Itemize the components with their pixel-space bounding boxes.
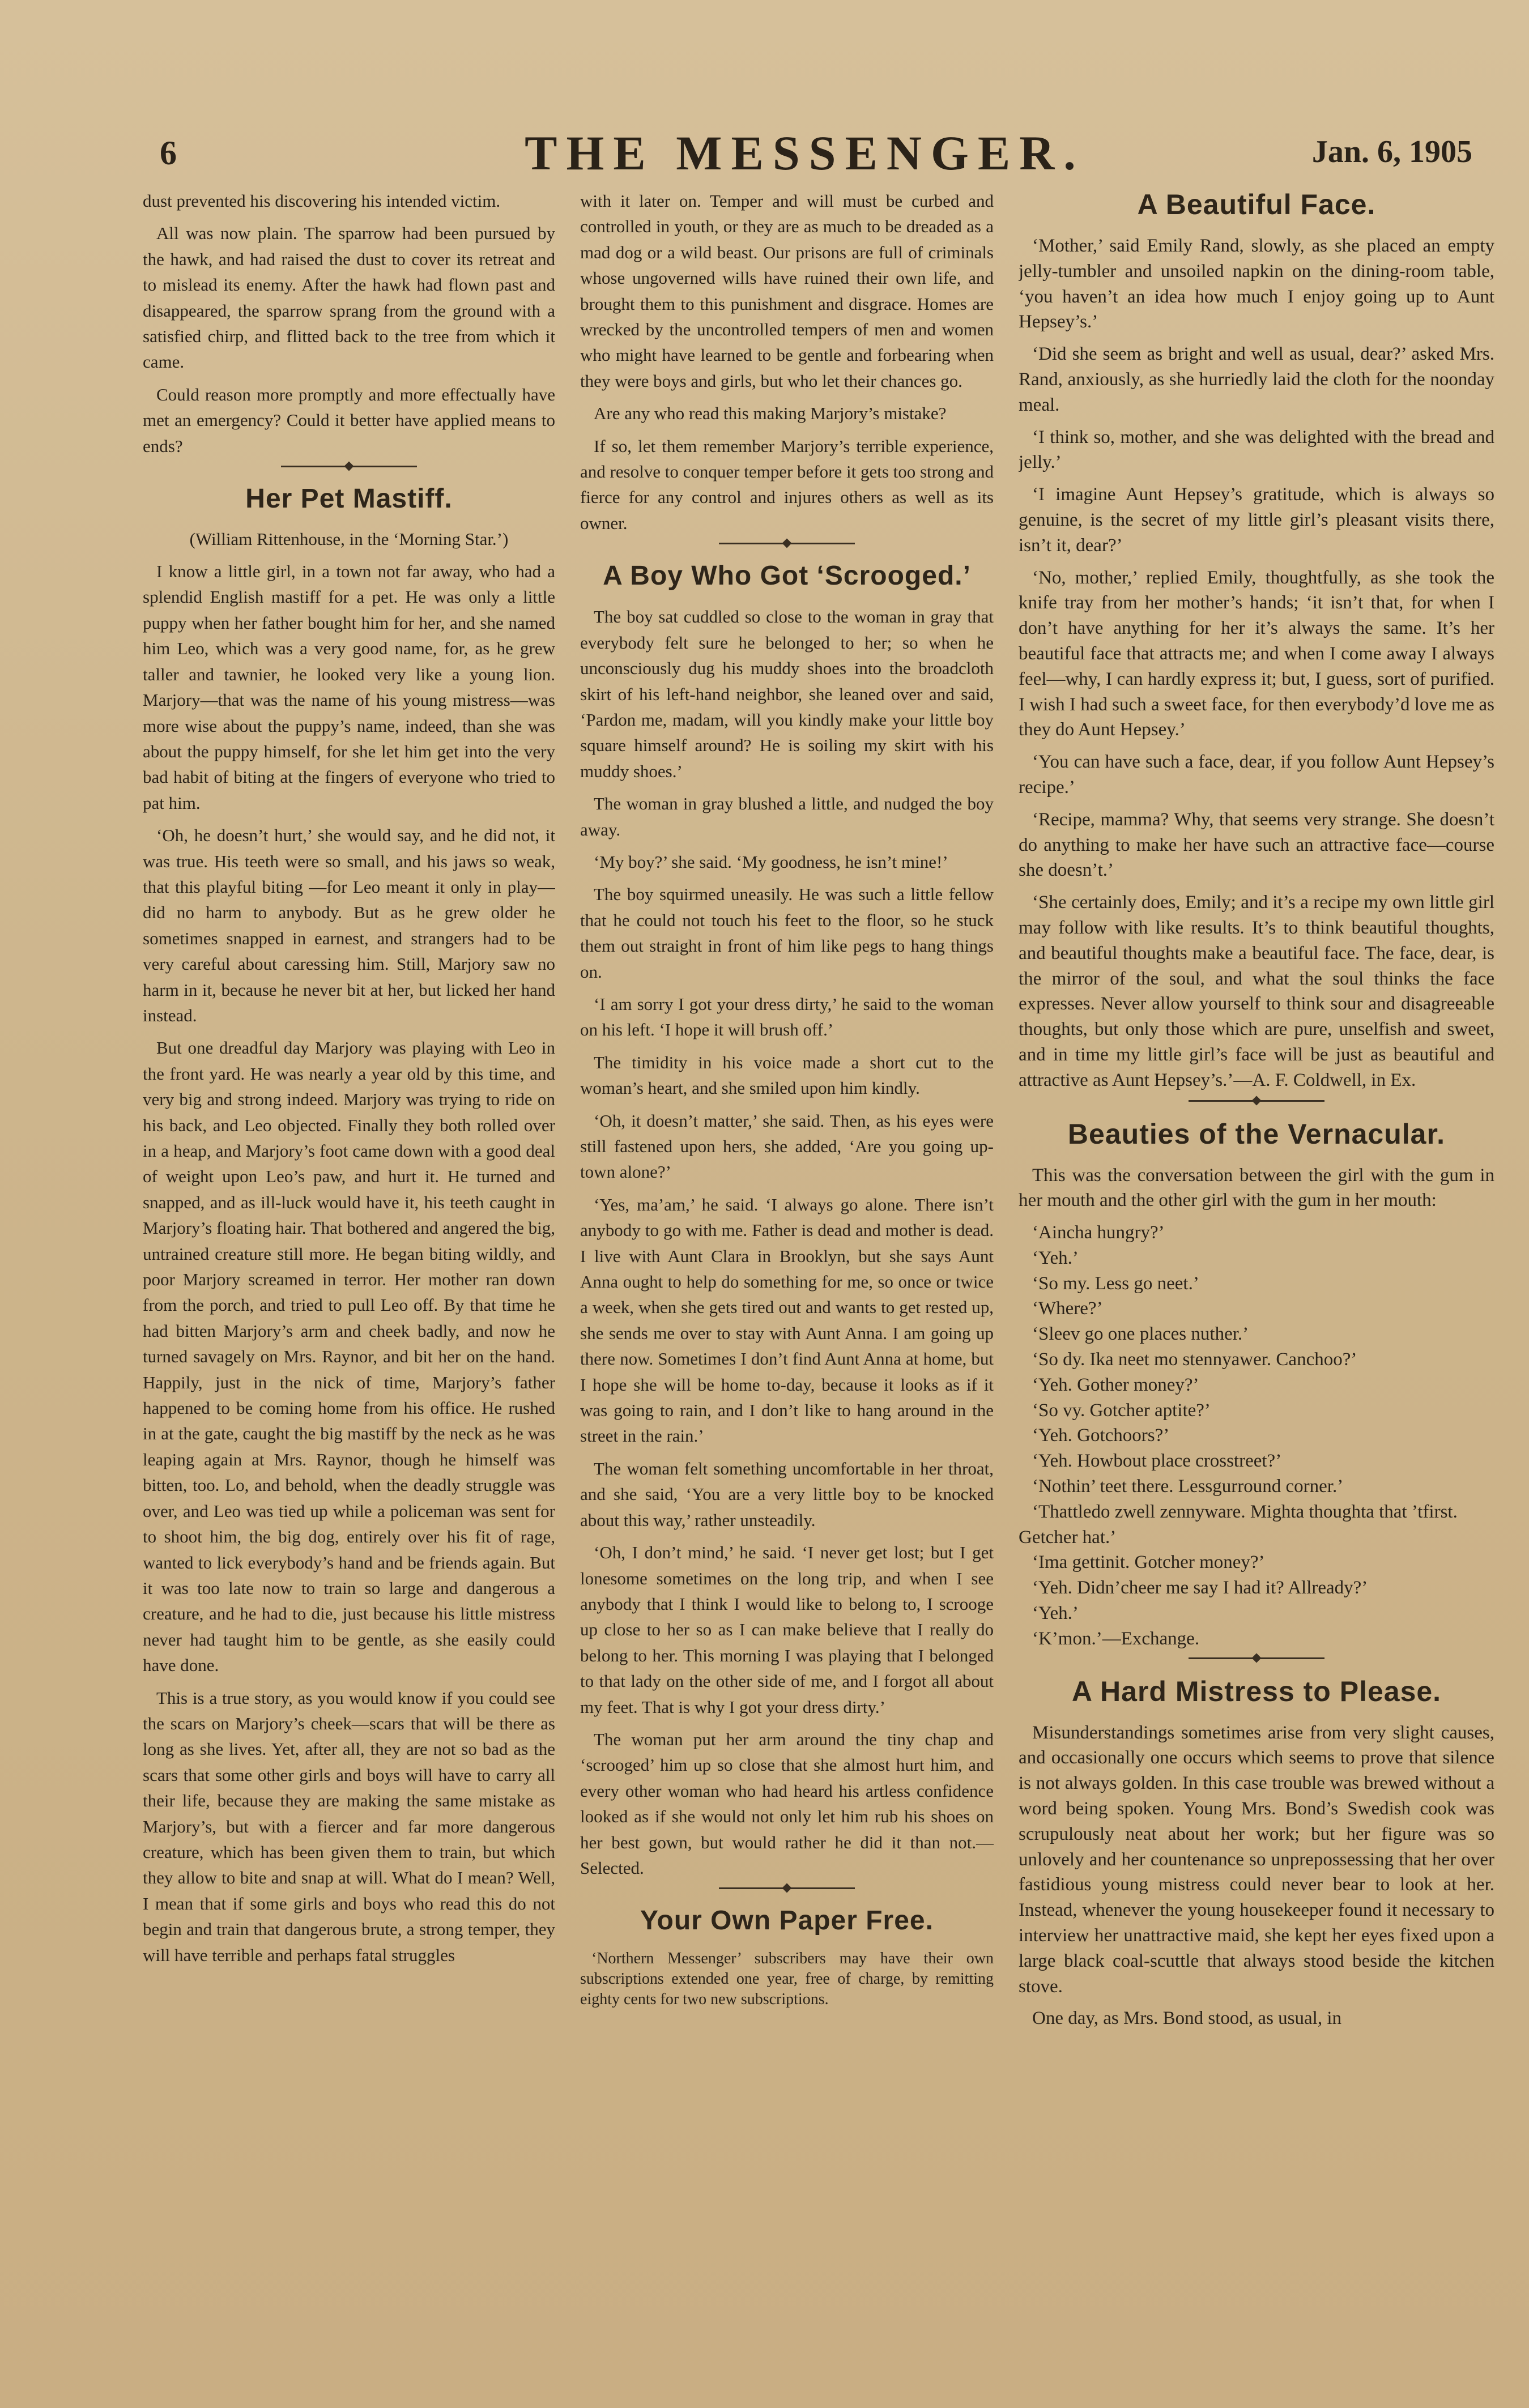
paragraph: ‘Did she seem as bright and well as usual, dear?’ asked Mrs. Rand, anxiously, as she hurriedly laid the cloth for the noonday meal. (1019, 344, 1494, 415)
paragraph: ‘Mother,’ said Emily Rand, slowly, as she placed an empty jelly-tumbler and unsoiled napkin on the dining-room table, ‘you haven’t an idea how much I enjoy going up to Aunt Hepsey’s.’ (1019, 236, 1494, 333)
column-1 (143, 188, 555, 2284)
paragraph: Could reason more promptly and more effectually have met an emergency? Could it better have applied means to ends? (143, 384, 555, 456)
paragraph: ‘Oh, I don’t mind,’ he said. ‘I never get lost; but I get lonesome sometimes on the long trip, and when I see anybody that I think I would like to belong to, I scrooge up close to her so as I can make believe that I really do belong to her. This morning I was playing that I belonged to that lady on the other side of me, and I forgot all about my feet. That is why I got your dress dirty.’ (580, 1542, 994, 1717)
ornament-icon (1252, 1096, 1262, 1105)
section-divider (719, 543, 855, 550)
dialogue-line: ‘Yeh. Gother money?’ (1032, 1374, 1199, 1395)
paragraph: ‘I imagine Aunt Hepsey’s gratitude, which is always so genuine, is the secret of my little girl’s pleasant visits there, isn’t it, dear?’ (1019, 484, 1494, 556)
dialogue-line: ‘So dy. Ika neet mo stennyawer. Canchoo?’ (1032, 1349, 1357, 1370)
paragraph: ‘No, mother,’ replied Emily, thoughtfully, as she took the knife tray from her mother’s hands; ‘it isn’t that, for when I don’t have anything for her it’s always the same. It’s her beautiful face that attracts me; and when I come away I always feel—why, I can hardly express it; but, I guess, sort of purified. I wish I had such a sweet face, for then everybody’d love me as they do Aunt Hepsey.’ (1019, 567, 1494, 740)
paragraph: ‘Yes, ma’am,’ he said. ‘I always go alone. There isn’t anybody to go with me. Father is dead and mother is dead. I live with Aunt Clara in Brooklyn, but she says Aunt Anna ought to help do something for me, so once or twice a week, when she gets tired out and wants to get rested up, she sends me over to stay with Aunt Anna. I am going up there now. Sometimes I don’t find Aunt Anna at home, but I hope she will be home to-day, because it looks as if it was going to rain, and I don’t like to hang around in the street in the rain.’ (580, 1194, 994, 1446)
paragraph: I know a little girl, in a town not far away, who had a splendid English mastiff for a pet. He was only a little puppy when her father bought him for her, and she named him Leo, which was a very good name, for, as he grew taller and tawnier, he looked very like a young lion. Marjory—that was the name of his young mistress—was more wise about the puppy’s name, indeed, than she was about the puppy himself, for she let him get into the very bad habit of biting at the fingers of everyone who tried to pat him. (143, 561, 555, 813)
dialogue-line: ‘K’mon.’—Exchange. (1032, 1628, 1200, 1649)
paragraph: dust prevented his discovering his intended victim. (143, 191, 501, 211)
dialogue-line: ‘Aincha hungry?’ (1032, 1222, 1165, 1243)
paragraph: ‘I am sorry I got your dress dirty,’ he said to the woman on his left. ‘I hope it will brush off.’ (580, 994, 994, 1040)
dialogue-line: ‘Where?’ (1032, 1298, 1103, 1319)
dialogue-line: ‘Yeh.’ (1032, 1247, 1079, 1268)
article-title-paper-free: Your Own Paper Free. (640, 1906, 934, 1936)
paragraph: ‘Recipe, mamma? Why, that seems very strange. She doesn’t do anything to make her have such an attractive face—course she doesn’t.’ (1019, 809, 1494, 881)
dialogue-line: ‘So vy. Gotcher aptite?’ (1032, 1400, 1211, 1421)
dialogue-line: ‘Yeh. Gotchoors?’ (1032, 1425, 1170, 1446)
dialogue-line: ‘Yeh.’ (1032, 1603, 1079, 1624)
section-divider (281, 466, 417, 473)
section-divider (1189, 1657, 1324, 1665)
paragraph: The woman in gray blushed a little, and nudged the boy away. (580, 794, 994, 839)
article-title-vernacular: Beauties of the Vernacular. (1067, 1118, 1446, 1150)
newspaper-title: THE MESSENGER. (525, 126, 1085, 180)
masthead (135, 128, 1475, 190)
paragraph: ‘You can have such a face, dear, if you follow Aunt Hepsey’s recipe.’ (1019, 752, 1494, 798)
ornament-icon (1252, 1653, 1262, 1663)
ornament-icon (782, 539, 792, 548)
column-3 (1019, 188, 1494, 2284)
paragraph: All was now plain. The sparrow had been pursued by the hawk, and had raised the dust to cover its retreat and to mislead its enemy. After the hawk had flown past and disappeared, the sparrow sprang from the ground with a satisfied chirp, and flitted back to the tree from which it came. (143, 223, 555, 372)
section-divider (719, 1887, 855, 1895)
dialogue-line: ‘So my. Less go neet.’ (1032, 1273, 1199, 1294)
paragraph: with it later on. Temper and will must be curbed and controlled in youth, or they are as much to be dreaded as a mad dog or a wild beast. Our prisons are full of criminals whose ungoverned wills have ruined their own life, and brought them to this punishment and disgrace. Homes are wrecked by the uncontrolled tempers of men and women who might have learned to be gentle and forbearing when they were boys and girls, but who let their chances go. (580, 191, 994, 391)
dialogue-lines (1019, 1220, 1494, 1652)
article-title-beautiful-face: A Beautiful Face. (1137, 189, 1376, 220)
paragraph: ‘She certainly does, Emily; and it’s a recipe my own little girl may follow with like results. It’s to think beautiful thoughts, and beautiful thoughts make a beautiful face. The face, dear, is the mirror of the soul, and what the soul thinks the face expresses. Never allow yourself to think sour and disagreeable thoughts, but only those which are pure, unselfish and sweet, and in time my little girl’s face will be just as beautiful and attractive as Aunt Hepsey’s.’—A. F. Coldwell, in Ex. (1019, 892, 1494, 1090)
paragraph: The boy sat cuddled so close to the woman in gray that everybody felt sure he belonged to her; so when he unconsciously dug his muddy shoes into the broadcloth skirt of his left-hand neighbor, she leaned over and said, ‘Pardon me, madam, will you kindly make your little boy square himself around? He is soiling my skirt with his muddy shoes.’ (580, 607, 994, 781)
column-2 (580, 188, 994, 2284)
article-columns (143, 188, 1494, 2284)
paragraph: If so, let them remember Marjory’s terrible experience, and resolve to conquer temper before it gets too strong and fierce for any control and injures others as well as its owner. (580, 436, 994, 533)
paragraph: Are any who read this making Marjory’s mistake? (594, 403, 947, 424)
paragraph: This is a true story, as you would know if you could see the scars on Marjory’s cheek—scars that will be there as long as she lives. Yet, after all, they are not so bad as the scars that some other girls and boys will have to carry all their life, because they are making the same mistake as Marjory’s, but with a fiercer and far more dangerous creature, which has been given them to train, but which they allow to bite and snap at will. What do I mean? Well, I mean that if some girls and boys who read this do not begin and train that dangerous brute, a strong temper, they will have terrible and perhaps fatal struggles (143, 1687, 555, 1965)
dialogue-line: ‘Sleev go one places nuther.’ (1032, 1324, 1249, 1345)
dialogue-line: ‘Yeh. Howbout place crosstreet?’ (1032, 1451, 1282, 1472)
ornament-icon (782, 1883, 792, 1893)
paragraph: The boy squirmed uneasily. He was such a little fellow that he could not touch his feet to the floor, so he stuck them out straight in front of him like pegs to hang things on. (580, 884, 994, 982)
paragraph: One day, as Mrs. Bond stood, as usual, in (1032, 2008, 1341, 2029)
paragraph: The woman put her arm around the tiny chap and ‘scrooged’ him up so close that she almost hurt him, and every other woman who had heard his artless confidence looked as if she would not only let him rub his shoes on her best gown, but would rather he did it than not.—Selected. (580, 1729, 994, 1878)
ornament-icon (344, 462, 354, 471)
section-divider (1189, 1100, 1324, 1107)
issue-date: Jan. 6, 1905 (1311, 134, 1472, 169)
paragraph: But one dreadful day Marjory was playing with Leo in the front yard. He was nearly a year old by this time, and very big and strong indeed. Marjory was trying to ride on his back, and Leo objected. Finally they both rolled over in a heap, and Marjory’s foot came down with a good deal of weight upon Leo’s paw, and hurt it. He turned and snapped, and as ill-luck would have it, his teeth caught in Marjory’s floating hair. That bothered and angered the big, untrained creature still more. He began biting wildly, and poor Marjory screamed in terror. Her mother ran down from the porch, and tried to pull Leo off. By that time he had bitten Marjory’s arm and cheek badly, and now he turned savagely on Mrs. Raynor, and bit her on the hand. Happily, just in the nick of time, Marjory’s father happened to be coming home from his office. He rushed in at the gate, caught the big mastiff by the neck as he was leaping again at Mrs. Raynor, though he himself was bitten, too. Lo, and behold, when the deadly struggle was over, and Leo was tied up while a policeman was sent for to shoot him, the big dog, entirely over his fit of rage, wanted to lick everybody’s hand and be friends again. But it was too late now to train so large and dangerous a creature, and he had to die, just because his little mistress never had taught him to be gentle, as she easily could have done. (143, 1038, 555, 1676)
dialogue-line: ‘Nothin’ teet there. Lessgurround corner.’ (1032, 1476, 1344, 1497)
paragraph: This was the conversation between the girl with the gum in her mouth and the other girl with the gum in her mouth: (1019, 1165, 1494, 1211)
article-title-hard-mistress: A Hard Mistress to Please. (1071, 1675, 1442, 1707)
paragraph: ‘I think so, mother, and she was delighted with the bread and jelly.’ (1019, 427, 1494, 473)
paragraph: ‘Oh, he doesn’t hurt,’ she would say, and he did not, it was true. His teeth were so small, and his jaws so weak, that this playful biting —for Leo meant it only in play—did no harm to anybody. But as he grew older he sometimes snapped in earnest, and strangers had to be very careful about caressing him. Still, Marjory saw no harm in it, because he never bit at her, but licked her hand instead. (143, 825, 555, 1025)
dialogue-line: ‘Yeh. Didn’cheer me say I had it? Allready?’ (1032, 1578, 1368, 1599)
subscription-notice: ‘Northern Messenger’ subscribers may have their own subscriptions extended one year, free of charge, by remitting eighty cents for two new subscriptions. (580, 1950, 994, 2009)
paragraph: ‘My boy?’ she said. ‘My goodness, he isn’t mine!’ (594, 851, 948, 872)
page-number: 6 (160, 134, 177, 172)
paragraph: ‘Oh, it doesn’t matter,’ she said. Then, as his eyes were still fastened upon hers, she added, ‘Are you going up-town alone?’ (580, 1110, 994, 1182)
paragraph: The woman felt something uncomfortable in her throat, and she said, ‘You are a very little boy to be knocked about this way,’ rather unsteadily. (580, 1458, 994, 1530)
paragraph: Misunderstandings sometimes arise from very slight causes, and occasionally one occurs which seems to prove that silence is not always golden. In this case trouble was brewed without a word being spoken. Young Mrs. Bond’s Swedish cook was scrupulously neat about her work; but her figure was so unlovely and her countenance so unprepossessing that her over fastidious young mistress could never bear to look at her. Instead, whenever the young housekeeper found it necessary to interview her unattractive maid, she kept her eyes fixed upon a large black coal-scuttle that always stood beside the kitchen stove. (1019, 1722, 1494, 1997)
article-title-mastiff: Her Pet Mastiff. (245, 484, 453, 514)
dialogue-line: ‘Ima gettinit. Gotcher money?’ (1032, 1552, 1265, 1573)
article-byline: (William Rittenhouse, in the ‘Morning Star.’) (189, 529, 509, 549)
paragraph: The timidity in his voice made a short cut to the woman’s heart, and she smiled upon him kindly. (580, 1052, 994, 1098)
dialogue-line: ‘Thattledo zwell zennyware. Mighta thoughta that ’tfirst. Getcher hat.’ (1019, 1501, 1458, 1548)
article-title-scrooged: A Boy Who Got ‘Scrooged.’ (603, 561, 971, 591)
